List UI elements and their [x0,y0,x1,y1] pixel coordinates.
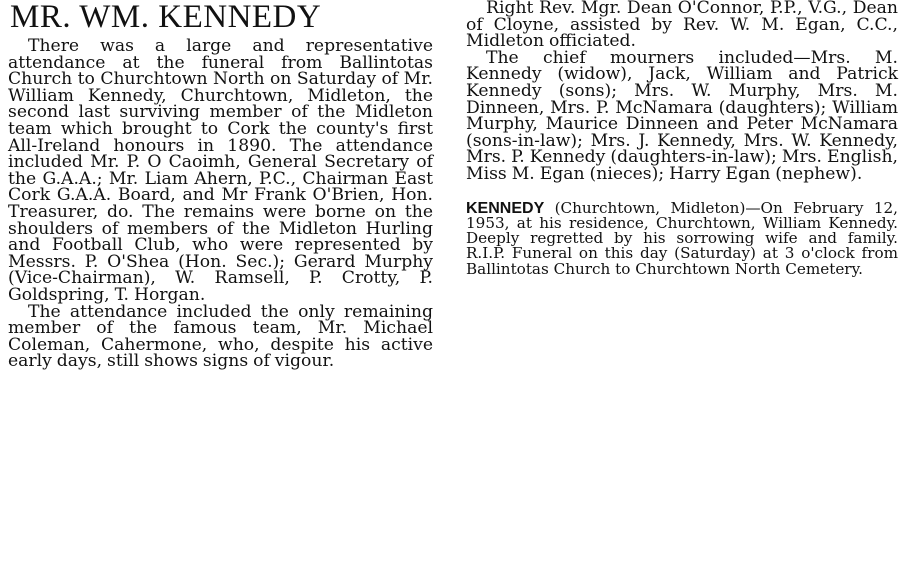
headline: MR. WM. KENNEDY [10,0,322,35]
death-notice-text: (Churchtown, Midleton)—On February 12, 1953, at his residence, Churchtown, William Kennedy. Deeply regretted by his sorrowing wife and family. R.I.P. Funeral on this day (Saturday) at 3 o'clock from Ballintotas Church to Churchtown North Cemetery. [466,198,898,278]
left-column [8,0,433,370]
article-paragraph-2: The attendance included the only remaining member of the famous team, Mr. Michael Coleman, Cahermone, who, despite his active early days, still shows signs of vigour. [8,301,433,372]
death-notice-name: KENNEDY [466,199,545,217]
right-column [466,0,898,292]
article-paragraph-3: Right Rev. Mgr. Dean O'Connor, P.P., V.G., Dean of Cloyne, assisted by Rev. W. M. Egan, C.C., Midleton officiated. [466,0,898,52]
article-paragraph-1: There was a large and representative attendance at the funeral from Ballintotas Church to Churchtown North on Saturday of Mr. William Kennedy, Churchtown, Midleton, the second last surviving member of the Midleton team which brought to Cork the county's first All-Ireland honours in 1890. The attendance included Mr. P. O Caoimh, General Secretary of the G.A.A.; Mr. Liam Ahern, P.C., Chairman East Cork G.A.A. Board, and Mr Frank O'Brien, Hon. Treasurer, do. The remains were borne on the shoulders of members of the Midleton Hurling and Football Club, who were represented by Messrs. P. O'Shea (Hon. Sec.); Gerard Murphy (Vice-Chairman), W. Ramsell, P. Crotty, P. Goldspring, T. Horgan. [8,36,433,305]
article-paragraph-4: The chief mourners included—Mrs. M. Kennedy (widow), Jack, William and Patrick Kennedy (sons); Mrs. W. Murphy, Mrs. M. Dinneen, Mrs. P. McNamara (daughters); William Murphy, Maurice Dinneen and Peter McNamara (sons-in-law); Mrs. J. Kennedy, Mrs. W. Kennedy, Mrs. P. Kennedy (daughters-in-law); Mrs. English, Miss M. Egan (nieces); Harry Egan (nephew). [466,47,898,184]
death-notice [466,198,898,278]
